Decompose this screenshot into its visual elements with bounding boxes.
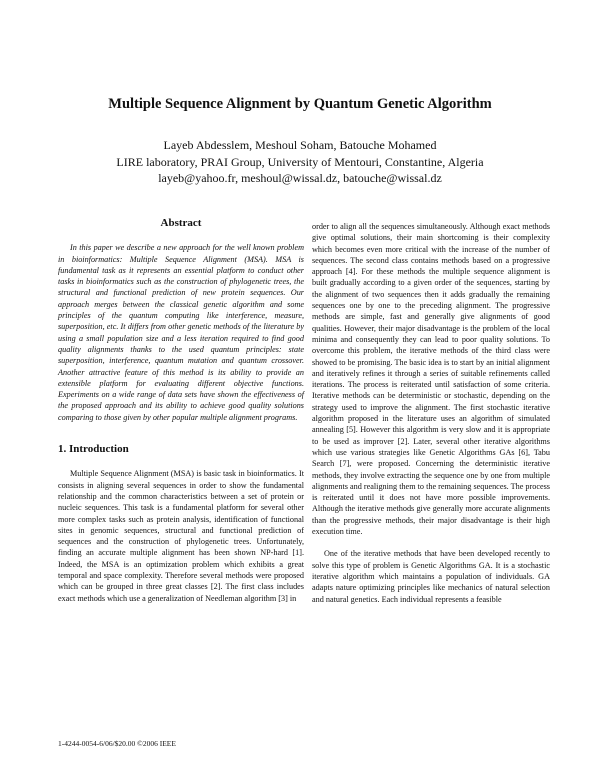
abstract-heading: Abstract bbox=[160, 217, 202, 229]
body-paragraph-1: order to align all the sequences simultaneously. Although exact methods give optimal solutions, their main shortcoming is their complexity which becomes even more critical with the increase of the number of sequences. The second class contains methods based on a progressive approach [4]. For these methods the multiple sequence alignment is built gradually according to a given order of the sequences, starting by the alignment of two sequences then it adds gradually the remaining sequences one by one to the preceding alignment. The progressive methods are simple, fast and generally give alignments of good qualities. However, their major disadvantage is the problem of the local minima and consequently they can lead to poor quality solutions. To overcome this problem, the iterative methods of the third class were showed to be promising. The basic idea is to start by an initial alignment and iteratively refines it through a series of suitable refinements called iterations. The process is reiterated until satisfaction of some criteria. Iterative methods can be deterministic or stochastic, depending on the strategy used to improve the alignment. The first stochastic iterative algorithm proposed in the literature uses an algorithm of simulated annealing [5]. However this algorithm is very slow and it is appropriate to be used as improver [2]. Later, several other iterative algorithms which use various strategies like Genetic Algorithms GAs [6], Tabu Search [7], were proposed. Concerning the deterministic iterative methods, they involve extracting the sequence one by one from multiple alignments and realigning them to the remaining sequences. The process is reiterated until it does not have more possible improvements. Although the iterative methods give generally more accurate alignments than the progressive methods, their major disadvantage is their high execution time. bbox=[312, 222, 550, 537]
author-affiliation: LIRE laboratory, PRAI Group, University of Mentouri, Constantine, Algeria bbox=[116, 154, 484, 169]
body-paragraph-2: One of the iterative methods that have been developed recently to solve this type of problem is Genetic Algorithms GA. It is a stochastic iterative algorithm which maintains a population of individuals. GA adapts nature optimizing principles like mechanics of natural selection and natural genetics. Each individual represents a feasible bbox=[312, 549, 550, 604]
paper-title: Multiple Sequence Alignment by Quantum Genetic Algorithm bbox=[108, 96, 492, 112]
right-column bbox=[312, 221, 550, 605]
intro-heading: 1. Introduction bbox=[58, 443, 129, 456]
copyright-footer: 1-4244-0054-6/06/$20.00 ©2006 IEEE bbox=[58, 739, 176, 748]
author-emails: layeb@yahoo.fr, meshoul@wissal.dz, batouche@wissal.dz bbox=[158, 171, 442, 185]
abstract-text: In this paper we describe a new approach for the well known problem in bioinformatics: Multiple Sequence Alignment (MSA). MSA is fundamental task as it represents an essential platform to conduct other tasks in bioinformatics such as the construction of phylogenetic trees, the structural and functional prediction of new protein sequences. Our approach merges between the classical genetic algorithm and some principles of the quantum computing like interference, measure, superposition, etc. It differs from other genetic methods of the literature by using a small population size and a less iteration required to find good quality alignments thanks to the used quantum principles: state superposition, interference, quantum mutation and quantum crossover. Another attractive feature of this method is its ability to provide an extensible platform for evaluating different objective functions. Experiments on a wide range of data sets have shown the effectiveness of the proposed approach and its ability to achieve good quality solutions comparing to those given by other popular multiple alignment programs. bbox=[58, 243, 304, 422]
author-block bbox=[40, 137, 560, 187]
intro-paragraph: Multiple Sequence Alignment (MSA) is basic task in bioinformatics. It consists in aligning several sequences in order to show the fundamental relationship and the common characteristics between a set of protein or nucleic sequences. This task is a fundamental platform for several other more complex tasks such as protein analysis, identification of functional sites in genomic sequences, structural and functional prediction of sequences and the construction of phylogenetic trees. Unfortunately, finding an accurate multiple alignment has been shown NP-hard [1]. Indeed, the MSA is an optimization problem which exhibits a great temporal and space complexity. Therefore several methods were proposed which can be grouped in three great classes [2]. The first class includes exact methods which use a generalization of Needleman algorithm [3] in bbox=[58, 469, 304, 603]
author-names: Layeb Abdesslem, Meshoul Soham, Batouche Mohamed bbox=[163, 138, 437, 152]
left-column bbox=[58, 218, 304, 604]
